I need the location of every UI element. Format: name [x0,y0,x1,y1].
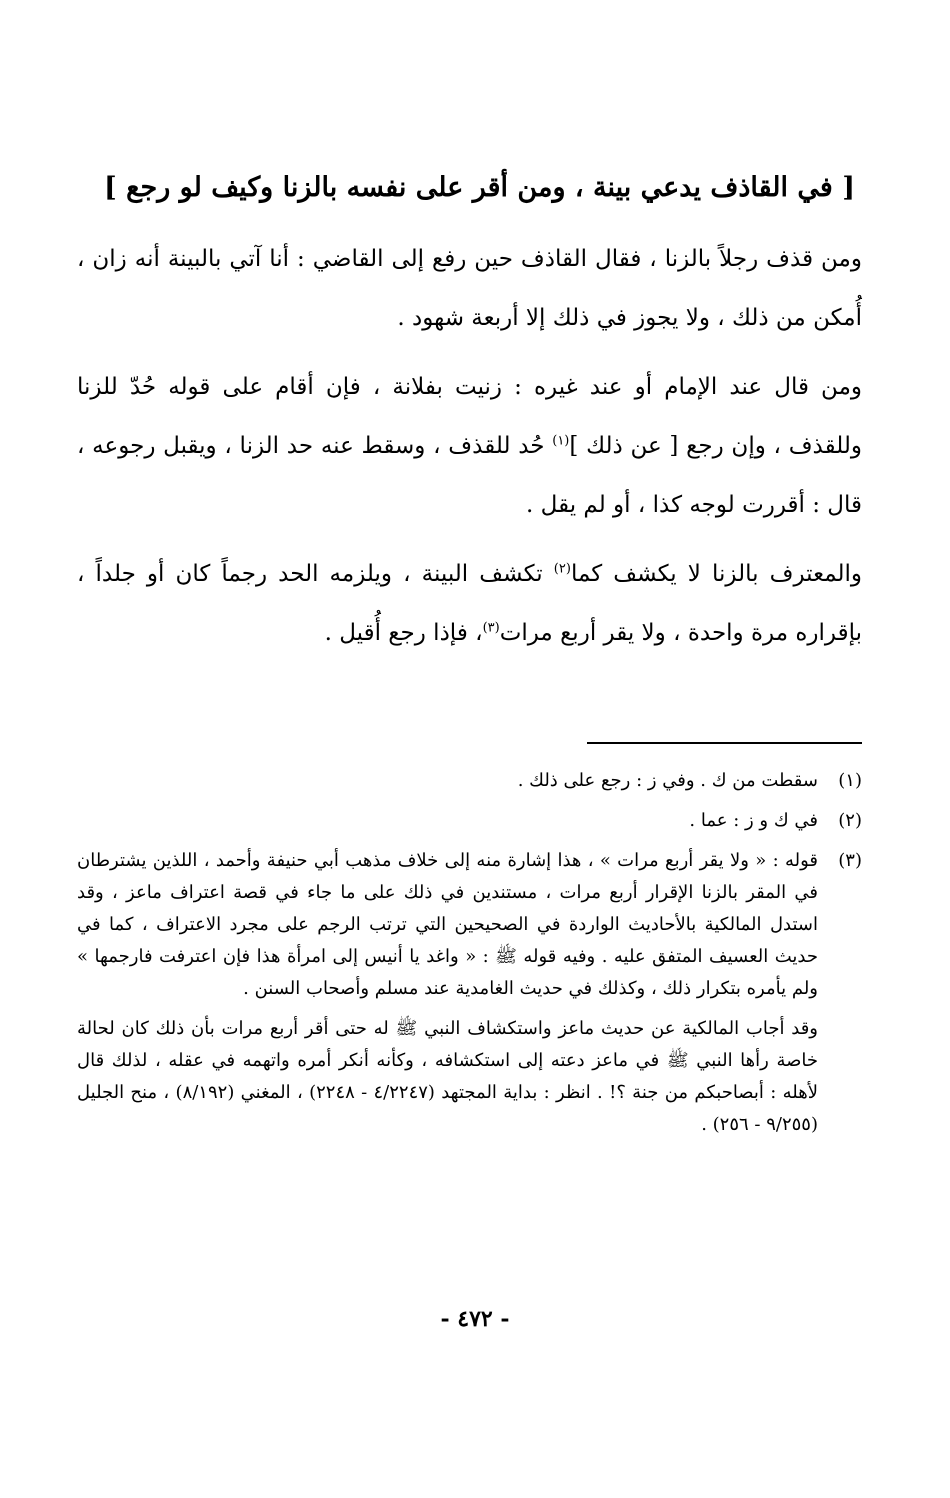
paragraph-2-part-a: ومن قال عند الإمام أو عند غيره : زنيت بفلانة ، فإن أقام على قوله حُدّ للزنا وللقذف ، وإن رجع [ عن ذلك ] [77,374,862,459]
footnote-ref-2[interactable]: (٢) [553,561,571,577]
footnote-1 [77,765,862,805]
footnote-number: (١) [838,770,862,791]
footnote-ref-1[interactable]: (١) [552,433,570,449]
paragraph-3-part-a: والمعترف بالزنا لا يكشف كما [570,561,862,587]
footnotes [77,765,862,1149]
paragraph-3 [77,545,862,663]
footnote-separator [587,742,862,744]
footnote-text [77,845,818,1149]
paragraph-3-part-b: تكشف البينة ، ويلزمه الحد رجماً كان أو جلداً ، بإقراره مرة واحدة ، ولا يقر أربع مرات [77,561,862,646]
footnote-paragraph: سقطت من ك . وفي ز : رجع على ذلك . [517,770,818,791]
paragraph-1: ومن قذف رجلاً بالزنا ، فقال القاذف حين رفع إلى القاضي : أنا آتي بالبينة أنه زان ، أُمكن من ذلك ، ولا يجوز في ذلك إلا أربعة شهود . [77,246,862,331]
footnote-paragraph: في ك و ز : عما . [689,810,818,831]
footnote-3 [77,845,862,1149]
footnote-paragraph: قوله : « ولا يقر أربع مرات » ، هذا إشارة منه إلى خلاف مذهب أبي حنيفة وأحمد ، اللذين يشترطان في المقر بالزنا الإقرار أربع مرات ، مستندين في ذلك على ما جاء في قصة اعتراف ماعز ، وقد استدل المالكية بالأحاديث الواردة في الصحيحين التي ترتب الرجم على مجرد الاعتراف ، كما في حديث العسيف المتفق عليه . وفيه قوله ﷺ : « واغد يا أنيس إلى امرأة هذا فإن اعترفت فارجمها » ولم يأمره بتكرار ذلك ، وكذلك في حديث الغامدية عند مسلم وأصحاب السنن . [77,850,818,999]
main-body [77,230,862,673]
paragraph-2-part-b: حُد للقذف ، وسقط عنه حد الزنا ، ويقبل رجوعه ، قال : أقررت لوجه كذا ، أو لم يقل . [77,433,862,518]
footnote-text [77,765,818,805]
footnote-text [77,805,818,845]
page-number: - ٤٧٢ - [440,1306,510,1332]
footnote-ref-3[interactable]: (٣) [482,620,500,636]
footnote-number: (٣) [838,850,862,871]
footnote-2 [77,805,862,845]
paragraph-3-part-c: ، فإذا رجع أُقيل . [324,620,483,646]
section-heading: [ في القاذف يدعي بينة ، ومن أقر على نفسه بالزنا وكيف لو رجع ] [103,172,855,203]
footnote-paragraph-continued: وقد أجاب المالكية عن حديث ماعز واستكشاف النبي ﷺ له حتى أقر أربع مرات بأن ذلك كان لحالة خاصة رأها النبي ﷺ في ماعز دعته إلى استكشافه ، وكأنه أنكر أمره واتهمه في عقله ، لذلك قال لأهله : أبصاحبكم من جنة ؟! . انظر : بداية المجتهد (٤/٢٢٤٧ - ٢٢٤٨) ، المغني (٨/١٩٢) ، منح الجليل (٩/٢٥٥ - ٢٥٦) . [77,1018,818,1135]
paragraph-2 [77,358,862,535]
footnote-number: (٢) [838,810,862,831]
